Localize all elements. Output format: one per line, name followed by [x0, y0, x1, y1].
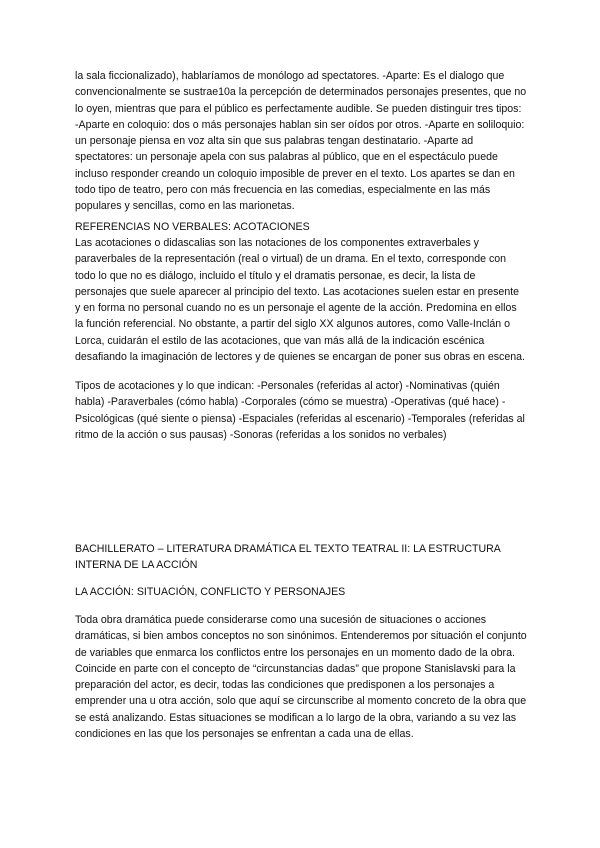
section-heading-accion: LA ACCIÓN: SITUACIÓN, CONFLICTO Y PERSONAJES	[75, 586, 346, 598]
chapter-heading: BACHILLERATO – LITERATURA DRAMÁTICA EL TEXTO TEATRAL II: LA ESTRUCTURA INTERNA DE LA ACCIÓN	[75, 543, 501, 572]
section-heading-acotaciones: REFERENCIAS NO VERBALES: ACOTACIONES	[75, 221, 310, 233]
paragraph-apartes: la sala ficcionalizado), hablaríamos de monólogo ad spectatores. -Aparte: Es el dialogo que convencionalmente se sustrae10a la percepción de determinados personajes presentes, que no lo oyen, mientras que para el público es perfectamente audible. Se pueden distinguir tres tipos: -Aparte en coloquio: dos o más personajes hablan sin ser oídos por otros. -Aparte en soliloquio: un personaje piensa en voz alta sin que sus palabras tengan destinatario. -Aparte ad spectatores: un personaje apela con sus palabras al público, que en el espectáculo puede incluso responder creando un coloquio imposible de prever en el texto. Los apartes se dan en todo tipo de teatro, pero con más frecuencia en las comedias, especialmente en las más populares y sencillas, como en las marionetas.	[75, 70, 527, 213]
paragraph-acotaciones: Las acotaciones o didascalias son las notaciones de los componentes extraverbales y paraverbales de la representación (real o virtual) de un drama. En el texto, corresponde con todo lo que no es diálogo, incluido el título y el dramatis personae, es decir, la lista de personajes que suele aparecer al principio del texto. Las acotaciones suelen estar en presente y en forma no personal cuando no es un personaje el agente de la acción. Predomina en ellos la función referencial. No obstante, a partir del siglo XX algunos autores, como Valle-Inclán o Lorca, cuidarán el estilo de las acotaciones, que van más allá de la indicación escénica desafiando la imaginación de lectores y de quienes se encargan de poner sus obras en escena.	[75, 237, 525, 364]
paragraph-tipos-acotaciones: Tipos de acotaciones y lo que indican: -Personales (referidas al actor) -Nominativas (quién habla) -Paraverbales (cómo habla) -Corporales (cómo se muestra) -Operativas (qué hace) -Psicológicas (qué siente o piensa) -Espaciales (referidas al escenario) -Temporales (referidas al ritmo de la acción o sus pausas) -Sonoras (referidas a los sonidos no verbales)	[75, 380, 525, 441]
paragraph-accion: Toda obra dramática puede considerarse como una sucesión de situaciones o acciones dramáticas, si bien ambos conceptos no son sinónimos. Entenderemos por situación el conjunto de variables que enmarca los conflictos entre los personajes en un momento dado de la obra. Coincide en parte con el concepto de “circunstancias dadas” que propone Stanislavski para la preparación del actor, es decir, todas las condiciones que predisponen a los personajes a emprender una u otra acción, solo que aquí se circunscribe al momento concreto de la obra que se está analizando. Estas situaciones se modifican a lo largo de la obra, variando a su vez las condiciones en las que los personajes se enfrentan a cada una de ellas.	[75, 614, 527, 741]
